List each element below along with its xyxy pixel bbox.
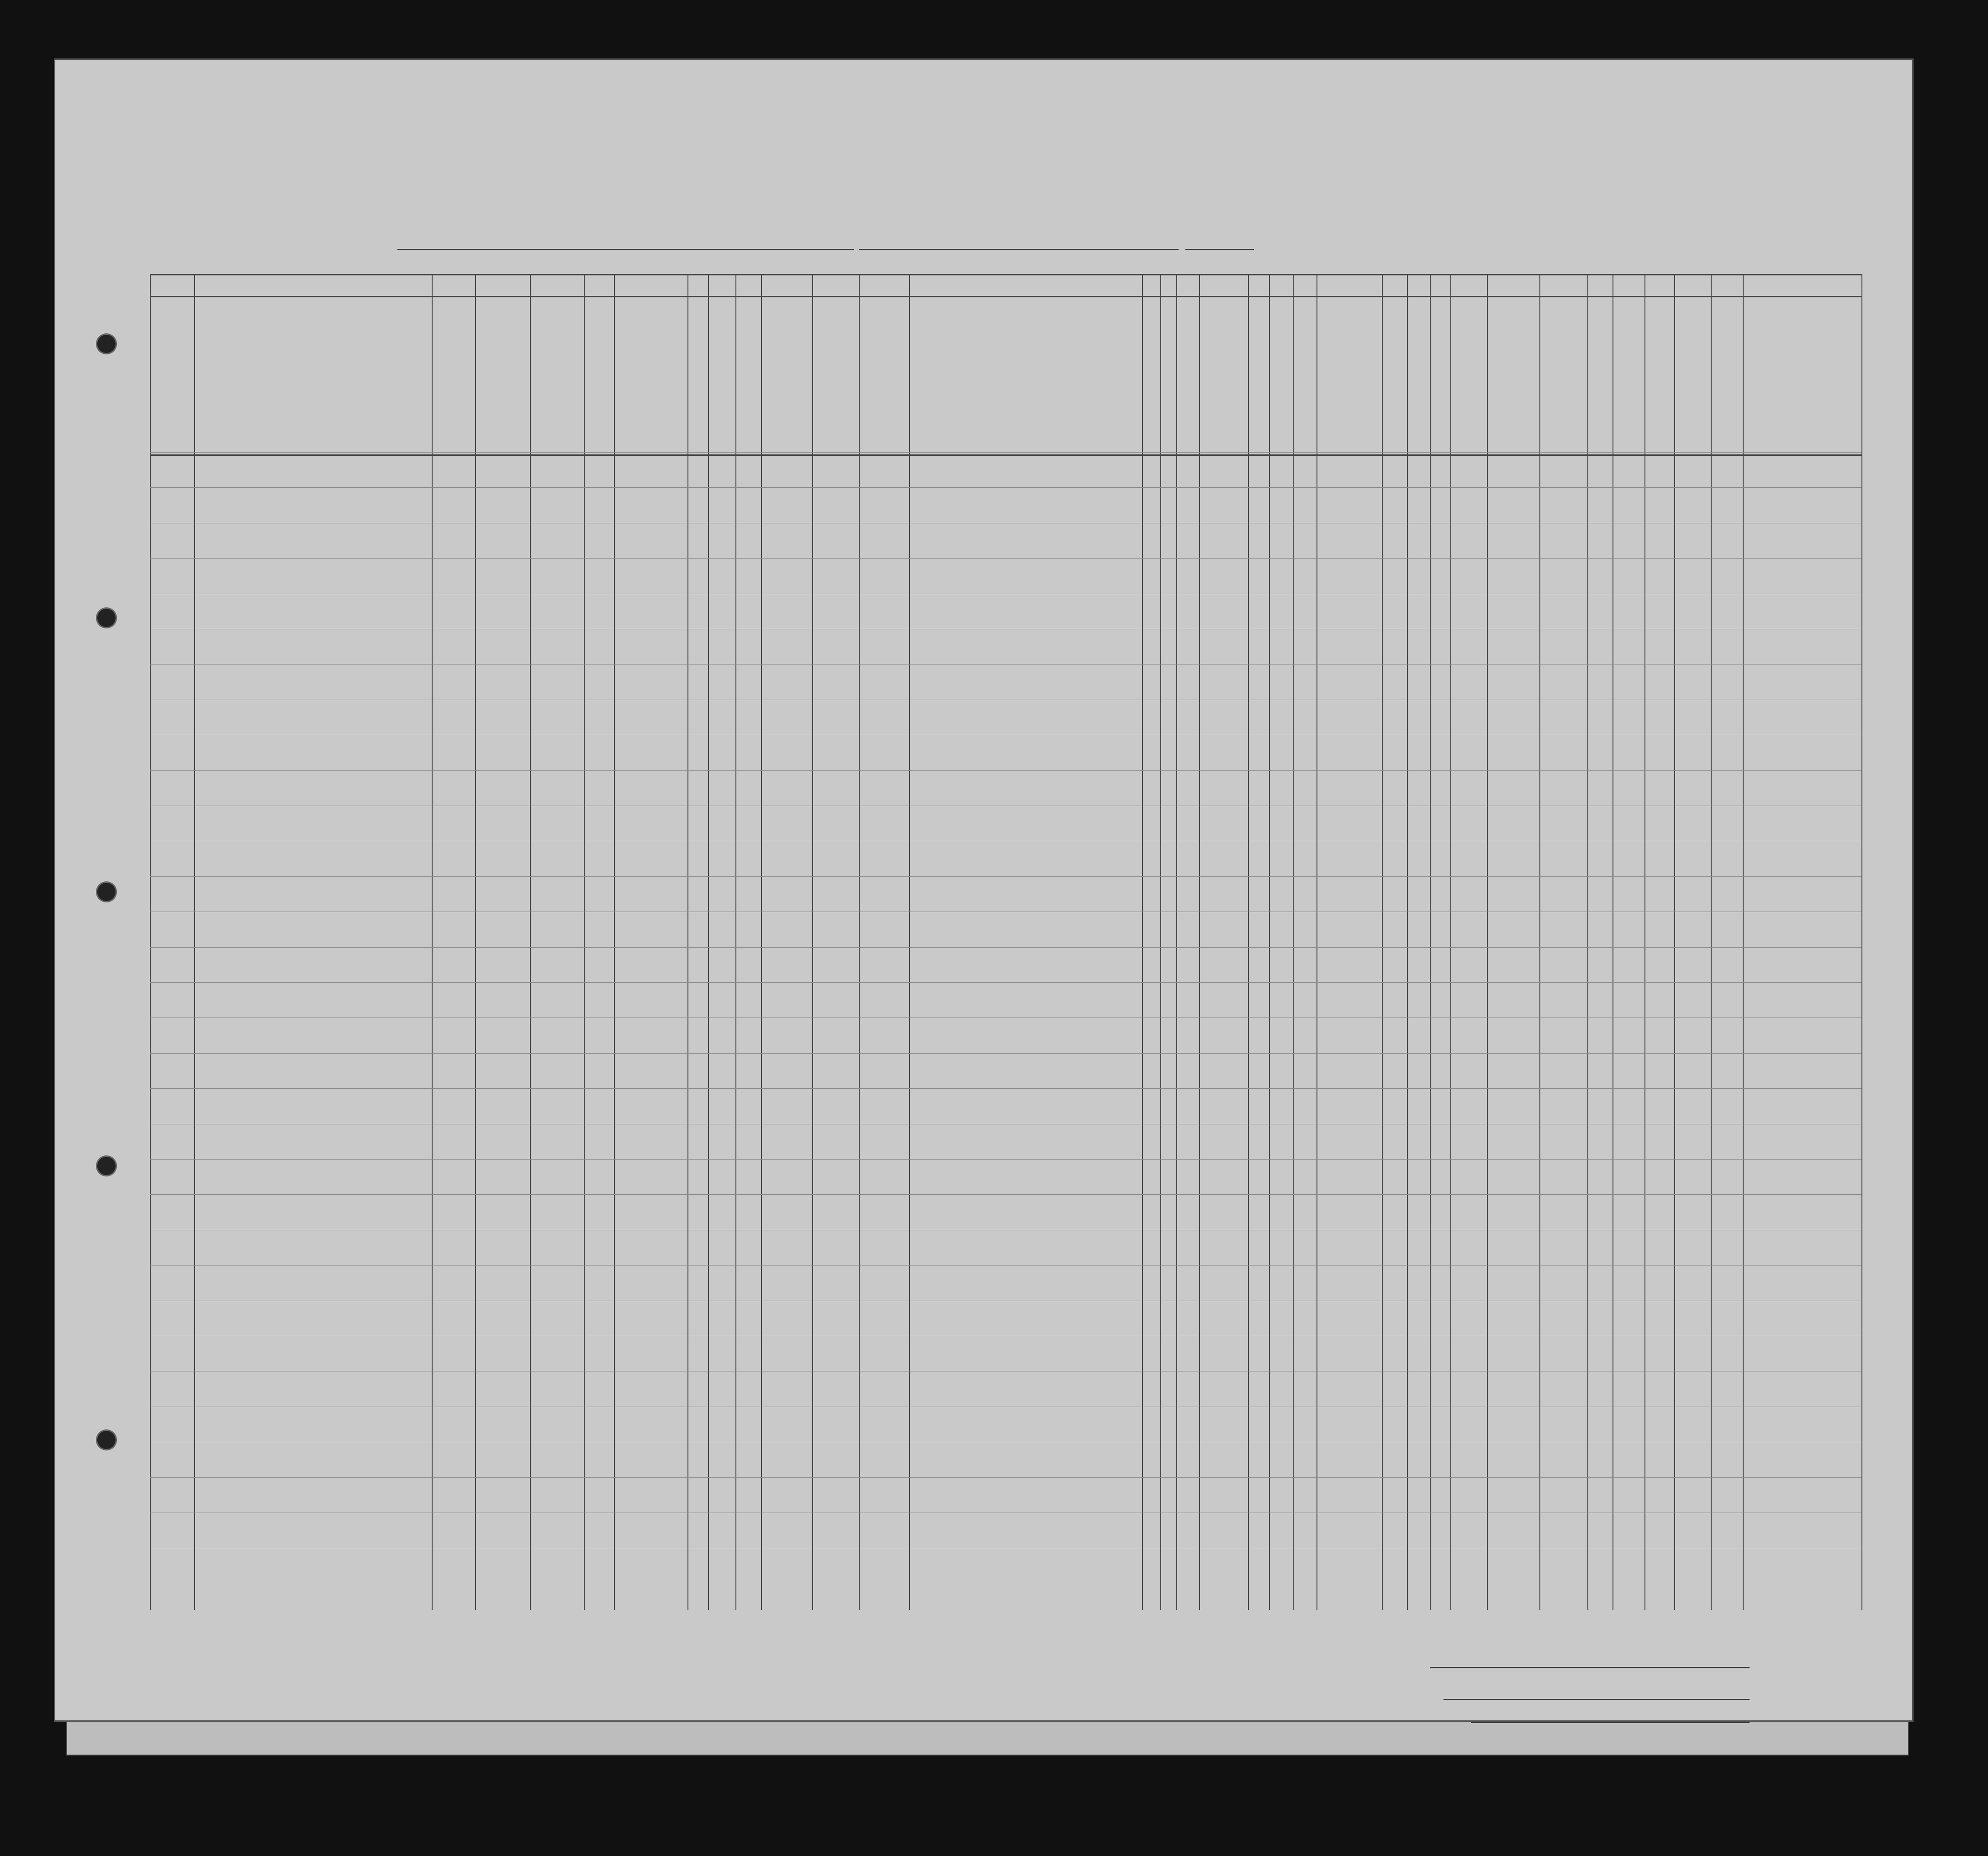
- date-underline: [859, 249, 1179, 250]
- grid-column-rule: [1142, 274, 1143, 1610]
- grid-row-rule: [150, 558, 1861, 559]
- grid-column-rule: [1293, 274, 1294, 1610]
- grid-column-rule: [1160, 274, 1161, 1610]
- grid-column-rule: [812, 274, 813, 1610]
- grid-row-rule: [150, 1194, 1861, 1195]
- grid-column-rule: [1743, 274, 1744, 1610]
- grid-column-rule: [687, 274, 688, 1610]
- grid-header-rule: [150, 274, 1861, 275]
- grid-column-rule: [1587, 274, 1588, 1610]
- line-underline: [1430, 1667, 1750, 1668]
- grid-row-rule: [150, 947, 1861, 948]
- grid-column-rule: [614, 274, 615, 1610]
- grid-column-rule: [859, 274, 860, 1610]
- grid-row-rule: [150, 487, 1861, 488]
- grid-row-rule: [150, 770, 1861, 771]
- grid-column-rule: [530, 274, 531, 1610]
- grid-column-rule: [1269, 274, 1270, 1610]
- grid-column-rule: [1407, 274, 1408, 1610]
- grid-row-rule: [150, 1159, 1861, 1160]
- grid-column-rule: [1199, 274, 1200, 1610]
- grid-column-rule: [1674, 274, 1675, 1610]
- grid-row-rule: [150, 452, 1861, 453]
- grid-column-rule: [1487, 274, 1488, 1610]
- grid-column-rule: [150, 274, 151, 1610]
- year-underline: [1185, 249, 1254, 250]
- grid-column-rule: [194, 274, 195, 1610]
- grid-row-rule: [150, 1053, 1861, 1054]
- grid-row-rule: [150, 1477, 1861, 1478]
- punch-hole: [96, 881, 117, 902]
- grid-column-rule: [475, 274, 476, 1610]
- owners-underline: [1443, 1699, 1750, 1700]
- agents-underline: [1471, 1722, 1750, 1723]
- grid-row-rule: [150, 876, 1861, 877]
- grid-column-rule: [1176, 274, 1177, 1610]
- manifest-sheet: [54, 58, 1914, 1722]
- punch-hole: [96, 607, 117, 628]
- grid-row-rule: [150, 1088, 1861, 1089]
- grid-column-rule: [1450, 274, 1451, 1610]
- punch-hole: [96, 333, 117, 354]
- grid-header-rule: [150, 296, 1861, 297]
- grid-column-rule: [1861, 274, 1862, 1610]
- grid-row-rule: [150, 982, 1861, 983]
- grid-column-rule: [761, 274, 762, 1610]
- grid-column-rule: [1382, 274, 1383, 1610]
- punch-hole: [96, 1429, 117, 1450]
- grid-column-rule: [584, 274, 585, 1610]
- grid-column-rule: [1248, 274, 1249, 1610]
- port-underline: [397, 249, 854, 250]
- grid-column-rule: [1644, 274, 1645, 1610]
- grid-column-rule: [1430, 274, 1431, 1610]
- grid-column-rule: [735, 274, 736, 1610]
- grid-column-rule: [909, 274, 910, 1610]
- grid-column-rule: [708, 274, 709, 1610]
- grid-header-rule: [150, 454, 1861, 456]
- grid-column-rule: [1711, 274, 1712, 1610]
- punch-hole: [96, 1155, 117, 1176]
- grid-column-rule: [432, 274, 433, 1610]
- grid-column-rule: [1539, 274, 1540, 1610]
